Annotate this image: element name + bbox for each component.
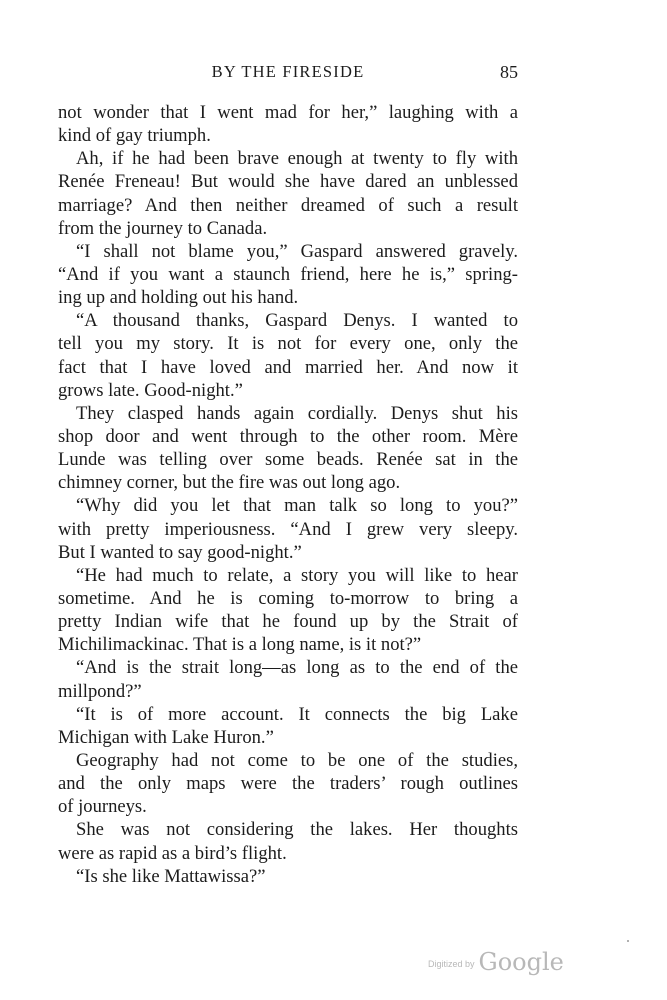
text-line: “And is the strait long—as long as to the end of the [76,657,518,679]
text-line: fact that I have loved and married her. And now it [58,356,518,378]
text-line: Ah, if he had been brave enough at twenty to fly with [76,148,518,170]
scan-speck [627,940,629,942]
text-line: from the journey to Canada. [58,217,268,239]
text-line: Michigan with Lake Huron.” [58,726,274,748]
text-line: kind of gay triumph. [58,125,211,147]
text-line: Renée Freneau! But would she have dared an unblessed [58,171,518,193]
text-line: sometime. And he is coming to-morrow to bring a [58,587,518,609]
text-line: Michilimackinac. That is a long name, is it not?” [58,634,422,656]
text-line: “It is of more account. It connects the big Lake [76,703,518,725]
text-line: pretty Indian wife that he found up by the Strait of [58,611,518,633]
text-line: were as rapid as a bird’s flight. [58,842,287,864]
running-title: BY THE FIRESIDE [211,62,365,81]
text-line: She was not considering the lakes. Her thoughts [76,819,518,841]
text-line: “Why did you let that man talk so long to you?” [76,495,518,517]
watermark-prefix: Digitized by [428,959,475,969]
text-line: with pretty imperiousness. “And I grew very sleepy. [58,518,518,540]
text-line: shop door and went through to the other room. Mère [58,425,518,447]
text-line: not wonder that I went mad for her,” laughing with a [58,102,518,123]
text-line: marriage? And then neither dreamed of such a result [58,194,518,216]
text-line: “A thousand thanks, Gaspard Denys. I wanted to [76,310,518,332]
text-line: of journeys. [58,796,147,818]
text-line: Lunde was telling over some beads. Renée sat in the [58,449,518,471]
text-line: tell you my story. It is not for every one, only the [58,333,518,355]
running-head [58,62,518,86]
body-text [58,101,518,888]
text-line: chimney corner, but the fire was out long ago. [58,472,401,494]
text-line: They clasped hands again cordially. Denys shut his [76,402,518,424]
text-line: millpond?” [58,680,142,702]
text-line: “I shall not blame you,” Gaspard answered gravely. [76,240,518,262]
text-line: “He had much to relate, a story you will like to hear [76,564,518,586]
text-line: “Is she like Mattawissa?” [76,865,266,887]
text-line: and the only maps were the traders’ rough outlines [58,773,518,795]
text-line: ing up and holding out his hand. [58,287,299,309]
watermark-brand: Google [478,948,564,976]
text-line: grows late. Good-night.” [58,379,243,401]
text-line: “And if you want a staunch friend, here he is,” spring- [58,263,518,285]
text-line: But I wanted to say good-night.” [58,541,302,563]
digitized-watermark [428,948,588,984]
page-number: 85 [500,62,518,82]
text-line: Geography had not come to be one of the studies, [76,749,518,771]
